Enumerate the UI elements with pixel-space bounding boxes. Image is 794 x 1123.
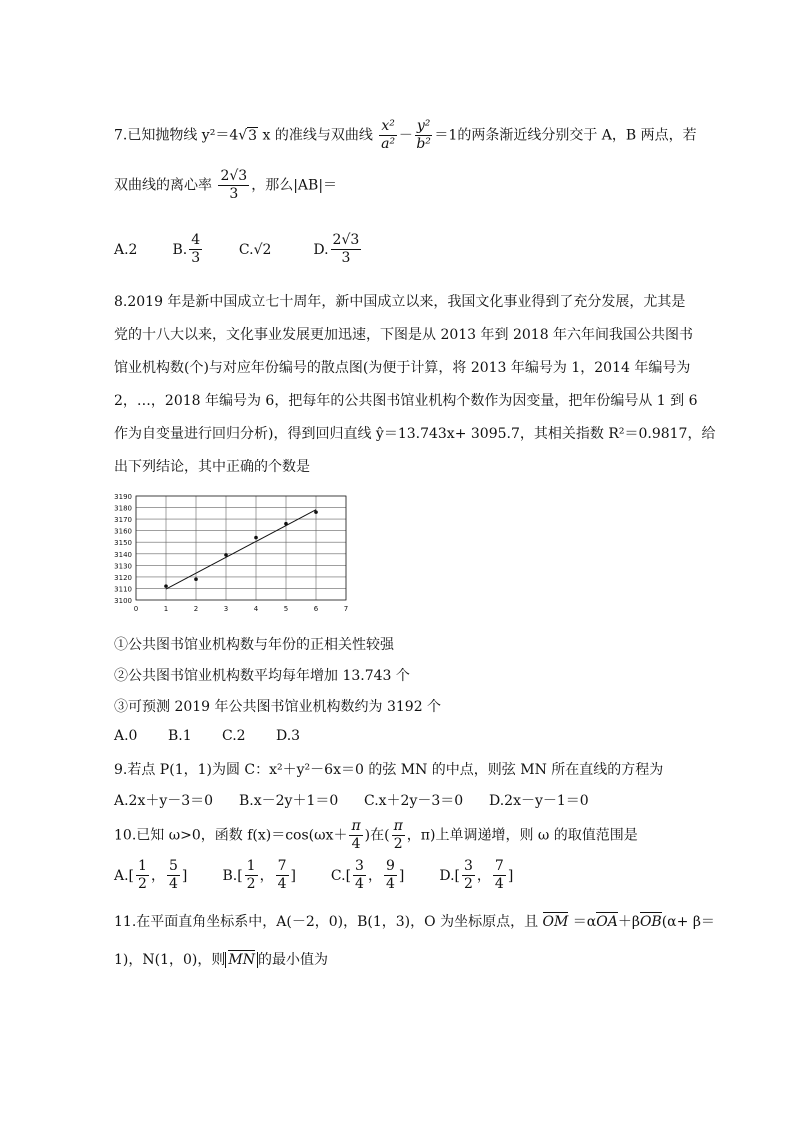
x-tick-label: 1 <box>163 605 169 613</box>
q8-option-c: C.2 <box>222 728 246 744</box>
frac-den: b² <box>416 136 431 152</box>
vector-eq: ＝αOA＋βOB <box>572 914 662 930</box>
q10-stem-c: ，π)上单调递增，则 ω 的取值范围是 <box>406 827 638 844</box>
q11-line2-a: 1)，N(1，0)，则 <box>114 952 226 968</box>
frac-den: 3 <box>341 250 351 266</box>
frac-num: 3 <box>464 858 473 874</box>
vector-ob: OB <box>639 914 662 930</box>
frac-den: a² <box>381 136 396 152</box>
q7-line1 <box>114 118 697 153</box>
frac-num: π <box>351 818 361 834</box>
close-bracket: ] <box>398 867 405 884</box>
q8-line-5: 作为自变量进行回归分析)，得到回归直线 ŷ＝13.743x+ 3095.7，其相关指数 R²＝0.9817，给 <box>114 426 716 442</box>
q8-conclusion-2: ②公共图书馆业机构数平均每年增加 13.743 个 <box>114 668 410 684</box>
q9-stem: 9.若点 P(1，1)为圆 C：x²＋y²－6x＝0 的弦 MN 的中点，则弦 MN 所在直线的方程为 <box>114 762 664 778</box>
frac-num: 2√3 <box>220 168 248 184</box>
y-tick-label: 3160 <box>114 527 132 536</box>
frac-den: 2 <box>393 836 403 852</box>
x-tick-label: 6 <box>313 605 319 613</box>
vector-oa: OA <box>596 914 618 930</box>
x-tick-label: 7 <box>343 605 349 613</box>
q10-option-d <box>439 858 513 893</box>
frac-den: 4 <box>168 876 178 892</box>
hyp-frac-y <box>415 118 433 153</box>
vector-mn: MN <box>228 952 255 968</box>
x-tick-label: 3 <box>223 605 229 613</box>
opt-frac <box>331 232 362 267</box>
data-point <box>284 522 288 526</box>
data-point <box>164 584 168 588</box>
x-tick-label: 0 <box>133 605 139 613</box>
q8-line-6: 出下列结论，其中正确的个数是 <box>114 459 310 475</box>
frac-num: x² <box>381 118 395 134</box>
opt-label: C.[ <box>330 867 352 884</box>
q10-stem-b: )在( <box>364 827 390 844</box>
q8-option-a: A.0 <box>114 728 138 744</box>
opt-frac <box>245 858 258 893</box>
q7-stem-c: ＝1的两条渐近线分别交于 A，B 两点，若 <box>434 127 697 144</box>
frac-num: 7 <box>494 858 504 874</box>
comma: ， <box>259 867 274 884</box>
frac-den: 2 <box>464 876 473 892</box>
opt-label: A.[ <box>114 867 135 884</box>
x-tick-label: 4 <box>253 605 259 613</box>
q8-line-1: 8.2019 年是新中国成立七十周年，新中国成立以来，我国文化事业得到了充分发展，尤其是 <box>114 294 686 310</box>
q10-option-b <box>222 858 326 893</box>
data-point <box>194 577 198 581</box>
frac-num: 2√3 <box>332 232 360 248</box>
q7-option-d <box>313 232 363 267</box>
opt-frac <box>493 858 506 893</box>
q10-options <box>114 858 513 893</box>
y-tick-label: 3150 <box>114 539 132 548</box>
q11-line1 <box>114 911 715 931</box>
y-tick-label: 3130 <box>114 562 132 571</box>
q11-line2 <box>114 949 328 969</box>
opt-label: D.[ <box>439 867 460 884</box>
q7-option-c: C.√2 <box>238 241 272 258</box>
opt-frac <box>353 858 366 893</box>
q7-stem-a: 7.已知抛物线 y²＝4 <box>114 127 239 144</box>
q8-line-2: 党的十八大以来，文化事业发展更加迅速，下图是从 2013 年到 2018 年六年间我国公共图书 <box>114 327 694 343</box>
opt-frac <box>276 858 289 893</box>
frac-num: 5 <box>168 858 178 874</box>
minus: － <box>398 127 413 144</box>
q10-stem <box>114 818 638 853</box>
vector-om: OM <box>542 914 569 930</box>
q11-stem-b: (α+ β＝ <box>661 914 715 930</box>
frac-den: 2 <box>138 876 147 892</box>
opt-label: D. <box>313 241 329 258</box>
q11-line2-b: 的最小值为 <box>257 952 328 968</box>
close-bracket: ] <box>507 867 514 884</box>
opt-frac <box>384 858 397 893</box>
y-tick-label: 3110 <box>114 585 132 594</box>
frac-num: y² <box>416 118 431 134</box>
sqrt: √3 <box>238 127 258 144</box>
data-point <box>224 553 228 557</box>
scatter-chart <box>100 490 360 620</box>
frac-num: 9 <box>385 858 395 874</box>
hyp-frac-x <box>379 118 397 153</box>
frac-num: 4 <box>191 232 201 248</box>
q9-option-a: A.2x＋y－3＝0 <box>114 793 214 809</box>
opt-frac <box>189 232 202 267</box>
sqrt-arg: 3 <box>248 127 258 144</box>
q8-line-4: 2，…，2018 年编号为 6，把每年的公共图书馆业机构个数作为因变量，把年份编号从 1 到 6 <box>114 393 698 409</box>
q8-line-3: 馆业机构数(个)与对应年份编号的散点图(为便于计算，将 2013 年编号为 1，2014 年编号为 <box>114 360 691 376</box>
q9-options <box>114 790 589 810</box>
q9-option-b: B.x－2y＋1＝0 <box>239 793 339 809</box>
opt-frac <box>167 858 180 893</box>
frac-num: 7 <box>277 858 287 874</box>
opt-label: B.[ <box>222 867 243 884</box>
close-bracket: ] <box>181 867 188 884</box>
q7-line2-b: ，那么|AB|＝ <box>251 177 338 194</box>
opt-frac <box>136 858 149 893</box>
frac-num: 1 <box>138 858 147 874</box>
q9-option-d: D.2x－y－1＝0 <box>489 793 589 809</box>
q7-stem-b: x 的准线与双曲线 <box>262 127 373 144</box>
frac-den: 4 <box>351 836 361 852</box>
q7-line2 <box>114 168 337 203</box>
pi-over-2 <box>392 818 405 853</box>
q8-conclusion-1: ①公共图书馆业机构数与年份的正相关性较强 <box>114 637 394 653</box>
comma: ， <box>476 867 491 884</box>
x-tick-label: 5 <box>283 605 289 613</box>
frac-den: 4 <box>277 876 287 892</box>
y-tick-label: 3180 <box>114 504 132 513</box>
frac-den: 4 <box>355 876 364 892</box>
comma: ， <box>150 867 165 884</box>
q8-option-d: D.3 <box>276 728 301 744</box>
frac-den: 4 <box>385 876 395 892</box>
opt-label: B. <box>172 241 188 258</box>
q7-option-b <box>172 232 234 267</box>
q8-option-b: B.1 <box>168 728 192 744</box>
close-bracket: ] <box>290 867 296 884</box>
data-point <box>314 510 318 514</box>
y-tick-label: 3100 <box>114 597 132 605</box>
q7-line2-a: 双曲线的离心率 <box>114 177 212 194</box>
q7-options <box>114 232 363 267</box>
y-tick-label: 3190 <box>114 493 132 501</box>
abs-mn <box>225 952 258 968</box>
frac-den: 2 <box>246 876 256 892</box>
y-tick-label: 3140 <box>114 550 132 559</box>
q11-stem-a: 11.在平面直角坐标系中，A(－2，0)，B(1，3)，O 为坐标原点，且 <box>114 914 539 930</box>
q8-conclusion-3: ③可预测 2019 年公共图书馆业机构数约为 3192 个 <box>114 699 442 715</box>
data-point <box>254 536 258 540</box>
ecc-frac <box>218 168 249 203</box>
opt-frac <box>462 858 475 893</box>
frac-num: π <box>393 818 403 834</box>
q10-stem-a: 10.已知 ω>0，函数 f(x)＝cos(ωx＋ <box>114 827 348 844</box>
frac-num: 3 <box>355 858 364 874</box>
y-tick-label: 3120 <box>114 573 132 582</box>
pi-over-4 <box>349 818 362 853</box>
x-tick-label: 2 <box>193 605 199 613</box>
frac-den: 4 <box>494 876 504 892</box>
frac-num: 1 <box>246 858 256 874</box>
frac-den: 3 <box>191 250 201 266</box>
comma: ， <box>367 867 382 884</box>
q7-option-a: A.2 <box>114 241 138 258</box>
q8-options <box>114 728 300 744</box>
frac-den: 3 <box>229 186 239 202</box>
q9-option-c: C.x＋2y－3＝0 <box>364 793 464 809</box>
q10-option-c <box>331 858 435 893</box>
q10-option-a <box>114 858 218 893</box>
y-tick-label: 3170 <box>114 516 132 525</box>
